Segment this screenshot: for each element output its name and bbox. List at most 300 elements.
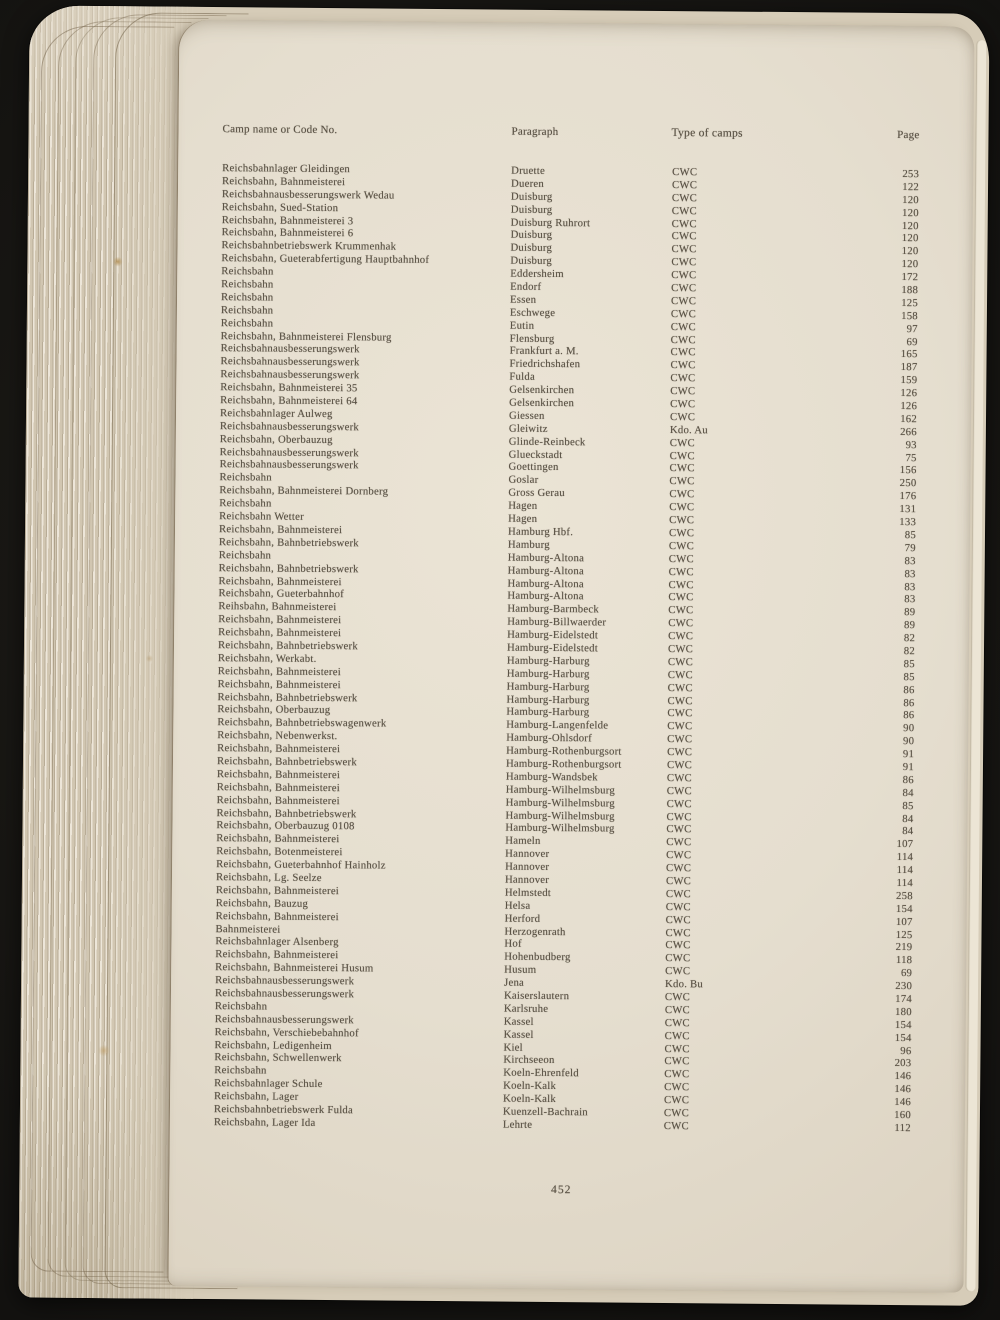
paragraph-cell: Kaiserslautern [503,989,570,1003]
page-number-cell: 120 [902,193,919,206]
paragraph-cell: Fulda [509,370,536,384]
paragraph-cell: Hagen [508,499,538,513]
camp-type-cell: CWC [667,707,693,720]
page-number-cell: 165 [900,348,918,361]
camp-name-cell: Reichsbahn, Lg. Seelze [215,871,322,884]
page-number-cell: 114 [896,851,914,864]
page-number-cell: 83 [904,593,916,606]
camp-type-cell: CWC [664,1055,690,1068]
camp-type-cell: CWC [668,526,695,540]
page-number-cell: 120 [901,258,919,271]
camp-type-cell: CWC [666,758,693,772]
camp-type-cell: CWC [663,1107,690,1120]
page-number-cell: 82 [903,632,916,645]
camp-type-cell: CWC [665,900,691,913]
paragraph-cell: Goettingen [508,461,559,474]
paragraph-cell: Essen [509,293,537,306]
paragraph-cell: Hamburg-Altona [507,577,584,590]
page-number-cell: 85 [903,670,915,683]
camp-name-cell: Reichsbahn, Bahnmeisterei [216,780,341,794]
page-number-cell: 89 [903,619,916,632]
camp-type-cell: CWC [671,191,698,205]
camp-name-cell: Reichsbahn, Werkabt. [217,651,317,665]
camp-name-cell: Reichsbahnausbesserungswerk [219,458,359,472]
camp-type-cell: CWC [664,1016,690,1029]
camp-type-cell: Kdo. Au [669,423,708,437]
paragraph-cell: Gelsenkirchen [509,396,575,410]
camp-type-cell: CWC [671,269,697,282]
page-number-cell: 203 [894,1057,912,1070]
paragraph-cell: Flensburg [509,332,555,345]
paragraph-cell: Glueckstadt [508,448,563,461]
camp-type-cell: CWC [667,655,694,669]
camp-name-cell: Reichsbahn, Ledigenheim [214,1038,332,1052]
camp-name-cell: Reichsbahn, Bahnbetriebswerk [216,755,358,769]
paragraph-cell: Koeln-Ehrenfeld [503,1066,579,1080]
camp-type-cell: CWC [669,436,695,449]
page-number-cell: 83 [904,580,916,593]
paragraph-cell: Hannover [505,847,550,861]
camp-name-cell: Reichsbahn, Bahnmeisterei [218,626,342,640]
page-number-cell: 83 [904,567,916,580]
page-number-cell: 122 [902,180,920,194]
camp-name-cell: Reichsbahn, Bahnmeisterei 64 [220,394,358,408]
paragraph-cell: Kassel [503,1028,534,1041]
camp-type-cell: CWC [666,862,692,875]
page-number-cell: 154 [895,902,913,915]
page-number-cell: 126 [900,400,918,413]
page-number-cell: 172 [901,271,919,284]
camp-name-cell: Reichsbahn [220,303,274,317]
camp-type-cell: CWC [666,784,692,797]
camp-type-cell: CWC [666,810,692,823]
camp-type-cell: CWC [666,797,692,810]
paragraph-cell: Helmstedt [504,886,552,899]
page-number-cell: 158 [901,309,918,322]
book [18,5,989,1305]
camp-name-cell: Reichsbahn Wetter [219,510,304,523]
camp-type-cell: CWC [671,204,697,217]
camp-type-cell: CWC [664,990,691,1004]
camp-type-cell: CWC [668,578,694,591]
paragraph-cell: Hamburg-Wilhelmsburg [505,822,615,835]
camp-name-cell: Reichsbahn, Bahnmeisterei Flensburg [220,329,392,344]
camp-type-cell: CWC [671,256,697,269]
camp-name-cell: Reichsbahnbetriebswerk Krummenhak [221,239,397,253]
page-number-cell: 96 [900,1044,912,1057]
camp-type-cell: CWC [667,642,694,656]
paragraph-cell: Duisburg [510,254,553,268]
page-number-cell: 69 [906,335,918,348]
paragraph-cell: Hamburg-Harburg [506,654,590,668]
page-number-cell: 89 [904,606,916,619]
camp-type-cell: CWC [668,552,694,565]
page-number-cell: 126 [900,387,918,400]
camp-type-cell: CWC [664,1081,690,1094]
page-number-cell: 160 [894,1109,911,1122]
page-number-cell: 159 [900,374,918,387]
camp-type-cell: CWC [669,475,695,488]
paragraph-cell: Hamburg-Altona [507,564,585,577]
paragraph-cell: Dueren [510,177,545,190]
page-number-cell: 174 [895,993,913,1006]
camp-name-cell: Reichsbahn, Bahnmeisterei 3 [221,213,354,227]
camp-type-cell: CWC [667,733,693,746]
page-number-cell: 86 [902,773,914,787]
camp-type-cell: CWC [671,282,697,295]
paragraph-cell: Helsa [504,899,531,912]
camp-type-cell: CWC [668,604,694,617]
paragraph-cell: Hamburg-Harburg [506,706,590,719]
paragraph-cell: Kiel [503,1041,523,1054]
col-header-paragraph: Paragraph [511,125,559,139]
camp-name-cell: Reichsbahnausbesserungswerk [219,445,359,459]
camp-name-cell: Reichsbahn, Lager [214,1090,299,1103]
camp-name-cell: Reichsbahn, Bahnmeisterei [216,767,341,782]
paragraph-cell: Duisburg [510,229,553,242]
paragraph-cell: Hamburg-Wandsbek [505,770,598,784]
paragraph-cell: Hamburg-Wilhelmsburg [505,809,615,823]
camp-type-cell: CWC [669,514,695,527]
camp-name-cell: Reichsbahnausbesserungswerk Wedau [221,187,395,202]
camp-name-cell: Reichsbahn, Bauzug [215,896,309,910]
camp-name-cell: Reichsbahn, Bahnmeisterei Dornberg [219,484,389,498]
paragraph-cell: Endorf [510,280,542,293]
camp-type-cell: CWC [670,372,696,385]
camp-name-cell: Reichsbahn, Lager Ida [213,1115,316,1129]
table-body [214,162,922,1135]
camp-name-cell: Reichsbahnbetriebswerk Fulda [213,1103,354,1117]
camp-name-cell: Reichsbahnausbesserungswerk [220,342,360,356]
paragraph-cell: Husum [504,963,537,977]
paragraph-cell: Eutin [509,319,535,332]
camp-type-cell: CWC [670,398,696,411]
page-number-cell: 180 [895,1005,912,1019]
camp-name-cell: Reichsbahn, Bahnmeisterei [218,523,343,537]
page-number-cell: 112 [894,1121,911,1135]
paragraph-cell: Hamburg-Wilhelmsburg [505,796,615,810]
paragraph-cell: Eschwege [509,306,556,319]
camp-name-cell: Reichsbahn, Nebenwerkst. [217,729,338,743]
camp-type-cell: Kdo. Bu [665,978,704,991]
camp-type-cell: CWC [667,694,693,707]
camp-type-cell: CWC [666,771,693,785]
camp-type-cell: CWC [670,294,697,308]
page-number-cell: 85 [904,529,917,542]
page-number-cell: 250 [899,477,917,490]
paragraph-cell: Kuenzell-Bachrain [502,1105,588,1119]
camp-name-cell: Reichsbahn [219,471,272,484]
camp-name-cell: Reichsbahn [221,278,274,291]
camp-name-cell: Reichsbahn, Bahnbetriebswerk [217,690,358,704]
camp-name-cell: Reichsbahn, Gueterbahnhof Hainholz [216,858,386,872]
page-number-cell: 75 [905,451,917,464]
page-number-cell: 253 [902,168,920,181]
paragraph-cell: Gelsenkirchen [509,383,575,397]
camp-type-cell: CWC [664,1029,690,1042]
paragraph-cell: Karlsruhe [503,1002,549,1015]
page-number-cell: 90 [903,722,915,735]
page-number-cell: 84 [902,812,914,825]
camp-name-cell: Reichsbahn [220,291,274,304]
camp-type-cell: CWC [669,449,695,462]
camp-type-cell: CWC [665,913,691,926]
camp-name-cell: Reihsbahn, Bahnmeisterei [218,600,337,614]
camp-type-cell: CWC [665,939,691,952]
camp-type-cell: CWC [664,1003,691,1017]
paragraph-cell: Hamburg Hbf. [507,525,574,539]
paragraph-cell: Hamburg-Eidelstedt [506,641,599,655]
paragraph-cell: Hamburg-Altona [507,589,584,603]
page-number-cell: 91 [902,748,915,761]
camp-type-cell: CWC [671,217,697,230]
camp-name-cell: Reichsbahn, Schwellenwerk [214,1051,342,1065]
paragraph-cell: Giessen [508,409,545,422]
paragraph-cell: Duisburg [510,203,553,216]
camp-type-cell: CWC [667,746,693,759]
camp-type-cell: CWC [671,230,697,243]
paragraph-cell: Frankfurt a. M. [509,345,579,358]
paragraph-cell: Duisburg [510,190,553,203]
camp-type-cell: CWC [665,952,691,965]
camp-type-cell: CWC [668,565,694,578]
page-number-cell: 79 [904,541,916,554]
camp-name-cell: Reichsbahn [214,1064,267,1077]
page-number-cell: 82 [903,645,916,658]
page-number-cell: 154 [894,1031,912,1044]
camp-name-cell: Reichsbahn, Oberbauzug [219,432,333,446]
page-number-cell: 120 [901,245,919,258]
page-number-cell: 230 [895,980,913,993]
page-number-cell: 125 [895,928,913,941]
camp-name-cell: Reichsbahnausbesserungswerk [219,419,360,434]
camp-type-cell: CWC [666,823,692,836]
page-number-cell: 162 [900,412,918,426]
paragraph-cell: Hagen [508,512,538,525]
camp-name-cell: Reichsbahn, Bahnmeisterei [216,832,340,846]
camp-name-cell: Reichsbahn, Bahnbetriebswerk [218,535,359,550]
page-number-cell: 187 [900,361,918,374]
camp-name-cell: Reichsbahn, Bahnmeisterei [215,883,340,898]
page-number-cell: 146 [894,1070,912,1083]
paragraph-cell: Lehrte [502,1118,533,1131]
camp-type-cell: CWC [664,1068,690,1081]
paragraph-cell: Hamburg-Harburg [506,667,590,681]
paragraph-cell: Hameln [505,834,541,848]
paragraph-cell: Hamburg-Harburg [506,693,590,706]
page-number-cell: 91 [902,761,915,774]
page-number-cell: 86 [903,696,915,709]
camp-type-cell: CWC [670,320,696,333]
camp-type-cell: CWC [665,965,691,978]
page-number-cell: 97 [906,322,918,335]
camp-type-cell: CWC [671,178,698,192]
page-number-cell: 93 [905,438,917,451]
camp-name-cell: Reichsbahn, Bahnmeisterei [217,742,341,756]
camp-name-cell: Reichsbahn [220,316,274,330]
page-number-cell: 83 [904,554,916,567]
paragraph-cell: Koeln-Kalk [503,1092,557,1106]
page-number-cell: 258 [896,889,913,903]
page-number-cell: 90 [902,735,915,748]
paragraph-cell: Hamburg [507,538,550,551]
camp-type-cell: CWC [665,926,691,939]
page-number-cell: 107 [895,915,913,928]
camp-name-cell: Reichsbahn, Bahnbetriebswerk [218,561,359,575]
camp-type-cell: CWC [664,1042,690,1055]
paragraph-cell: Hof [504,938,522,951]
camp-name-cell: Reichsbahn [221,265,274,278]
camp-type-cell: CWC [667,681,693,694]
camp-type-cell: CWC [670,307,697,321]
camp-type-cell: CWC [665,874,692,888]
paragraph-cell: Hamburg-Langenfelde [506,718,609,732]
camp-type-cell: CWC [669,462,695,475]
paragraph-cell: Hannover [505,860,550,874]
camp-type-cell: CWC [665,887,692,901]
camp-name-cell: Reichsbahn [218,548,272,562]
camp-name-cell: Reichsbahnlager Aulweg [219,407,333,420]
camp-type-cell: CWC [670,359,696,372]
camp-name-cell: Reichsbahn, Bahnmeisterei [215,909,339,923]
page-number-cell: 118 [895,954,913,967]
camp-type-cell: CWC [669,488,695,501]
camp-type-cell: CWC [670,385,696,398]
paragraph-cell: Hamburg-Eidelstedt [507,628,599,642]
paragraph-cell: Friedrichshafen [509,357,581,371]
paragraph-cell: Hamburg-Billwaerder [507,615,607,629]
page-number-cell: 85 [903,657,915,671]
paragraph-cell: Hohenbudberg [504,950,571,964]
page-number-cell: 146 [894,1083,912,1096]
paragraph-cell: Herzogenrath [504,925,566,938]
camp-type-cell: CWC [667,668,693,681]
paragraph-cell: Glinde-Reinbeck [508,435,586,448]
camp-name-cell: Reichsbahnausbesserungswerk [214,987,355,1001]
paragraph-cell: Gross Gerau [508,486,565,500]
page-number-cell: 120 [901,232,919,245]
paragraph-cell: Hamburg-Ohlsdorf [506,731,592,745]
camp-name-cell: Reichsbahnlager Schule [214,1077,323,1091]
camp-name-cell: Reichsbahnausbesserungswerk [220,355,360,369]
camp-name-cell: Reichsbahn, Bahnmeisterei [215,948,339,962]
camp-name-cell: Bahnmeisterei [215,922,281,936]
camp-name-cell: Reichsbahn, Verschiebebahnhof [214,1025,359,1039]
camp-type-cell: CWC [668,539,695,553]
camp-type-cell: CWC [667,720,693,733]
camp-name-cell: Reichsbahn, Bahnmeisterei [217,677,341,691]
page-number-cell: 114 [896,876,914,890]
camp-name-cell: Reichsbahn, Bahnmeisterei Husum [215,961,374,975]
page-number-cell: 69 [900,967,913,980]
camp-type-cell: CWC [663,1119,689,1133]
page-number-cell: 107 [896,838,914,851]
col-header-page: Page [897,128,920,142]
camp-name-cell: Reichsbahn, Bahnmeisterei [217,664,342,678]
folio-number: 452 [551,1183,572,1197]
paragraph-cell: Hamburg-Harburg [506,680,590,693]
camp-name-cell: Reichsbahn, Botenmeisterei [216,845,343,859]
paragraph-cell: Duisburg [510,241,553,255]
camp-name-cell: Reichsbahn, Oberbauzug 0108 [216,819,355,833]
camp-name-cell: Reichsbahn, Bahnbetriebswagenwerk [217,716,387,730]
camp-name-cell: Reichsbahn, Bahnmeisterei 6 [221,226,354,240]
camp-name-cell: Reichsbahn, Bahnmeisterei [216,793,340,807]
paragraph-cell: Druette [511,164,546,177]
camp-name-cell: Reichsbahn, Bahnbetriebswerk [217,639,359,653]
page-number-cell: 86 [903,709,915,722]
paragraph-cell: Hamburg-Rothenburgsort [506,744,622,758]
camp-name-cell: Reichsbahn, Oberbauzug [217,703,331,717]
paragraph-cell: Eddersheim [510,267,564,281]
camp-name-cell: Reichsbahn [214,999,268,1013]
paragraph-cell: Hannover [504,873,550,886]
paragraph-cell: Hamburg-Barmbeck [507,602,600,616]
paragraph-cell: Hamburg-Rothenburgsort [505,757,622,771]
camp-name-cell: Reichsbahn, Gueterbahnhof [218,587,345,601]
paragraph-cell: Gleiwitz [508,422,548,435]
page-number-cell: 266 [900,425,917,438]
paragraph-cell: Hamburg-Wilhelmsburg [505,783,616,797]
camp-name-cell: Reichsbahn, Bahnmeisterei [218,613,342,627]
camp-type-cell: CWC [670,333,696,346]
camp-index-table [211,115,925,1241]
page-number-cell: 133 [899,516,917,529]
camp-type-cell: CWC [672,166,698,179]
camp-name-cell: Reichsbahnausbesserungswerk [214,1012,354,1027]
camp-name-cell: Reichsbahnausbesserungswerk [215,974,355,988]
paragraph-cell: Kirchseeon [503,1054,555,1067]
paragraph-cell: Goslar [508,473,539,487]
camp-type-cell: CWC [668,617,694,630]
paragraph-cell: Koeln-Kalk [503,1079,557,1093]
camp-type-cell: CWC [669,501,695,514]
camp-type-cell: CWC [666,836,692,849]
camp-name-cell: Reichsbahn, Bahnmeisterei 35 [220,381,358,395]
page-number-cell: 219 [895,941,913,954]
camp-type-cell: CWC [669,410,696,424]
paragraph-cell: Jena [504,976,525,989]
page-number-cell: 120 [901,219,919,232]
camp-type-cell: CWC [671,243,697,256]
camp-name-cell: Reichsbahnlager Gleidingen [222,162,351,176]
page-number-cell: 86 [903,683,915,696]
camp-name-cell: Reichsbahnausbesserungswerk [220,368,360,382]
camp-name-cell: Reichsbahn, Sued-Station [221,200,339,214]
camp-name-cell: Reichsbahn, Gueterabfertigung Hauptbahnhof [221,252,430,267]
page-number-cell: 84 [902,825,914,838]
table-header [222,122,922,143]
page-number-cell: 114 [896,864,914,877]
camp-name-cell: Reichsbahn, Bahnbetriebswerk [216,806,357,820]
col-header-camp-name: Camp name or Code No. [222,123,338,137]
camp-type-cell: CWC [670,346,696,359]
page-number-cell: 154 [894,1018,912,1031]
paragraph-cell: Hamburg-Altona [507,551,585,564]
page-number-cell: 120 [901,206,919,219]
camp-type-cell: CWC [668,630,694,643]
camp-name-cell: Reichsbahn [219,497,272,510]
camp-name-cell: Reichsbahn, Bahnmeisterei [222,174,346,189]
page-number-cell: 176 [899,490,917,503]
page-number-cell: 131 [899,503,917,516]
camp-type-cell: CWC [666,849,692,862]
paragraph-cell: Duisburg Ruhrort [510,216,591,229]
page-number-cell: 146 [894,1096,912,1109]
page-number-cell: 156 [899,464,917,477]
col-header-type-of-camps: Type of camps [671,126,743,140]
page-number-cell: 84 [902,786,914,799]
